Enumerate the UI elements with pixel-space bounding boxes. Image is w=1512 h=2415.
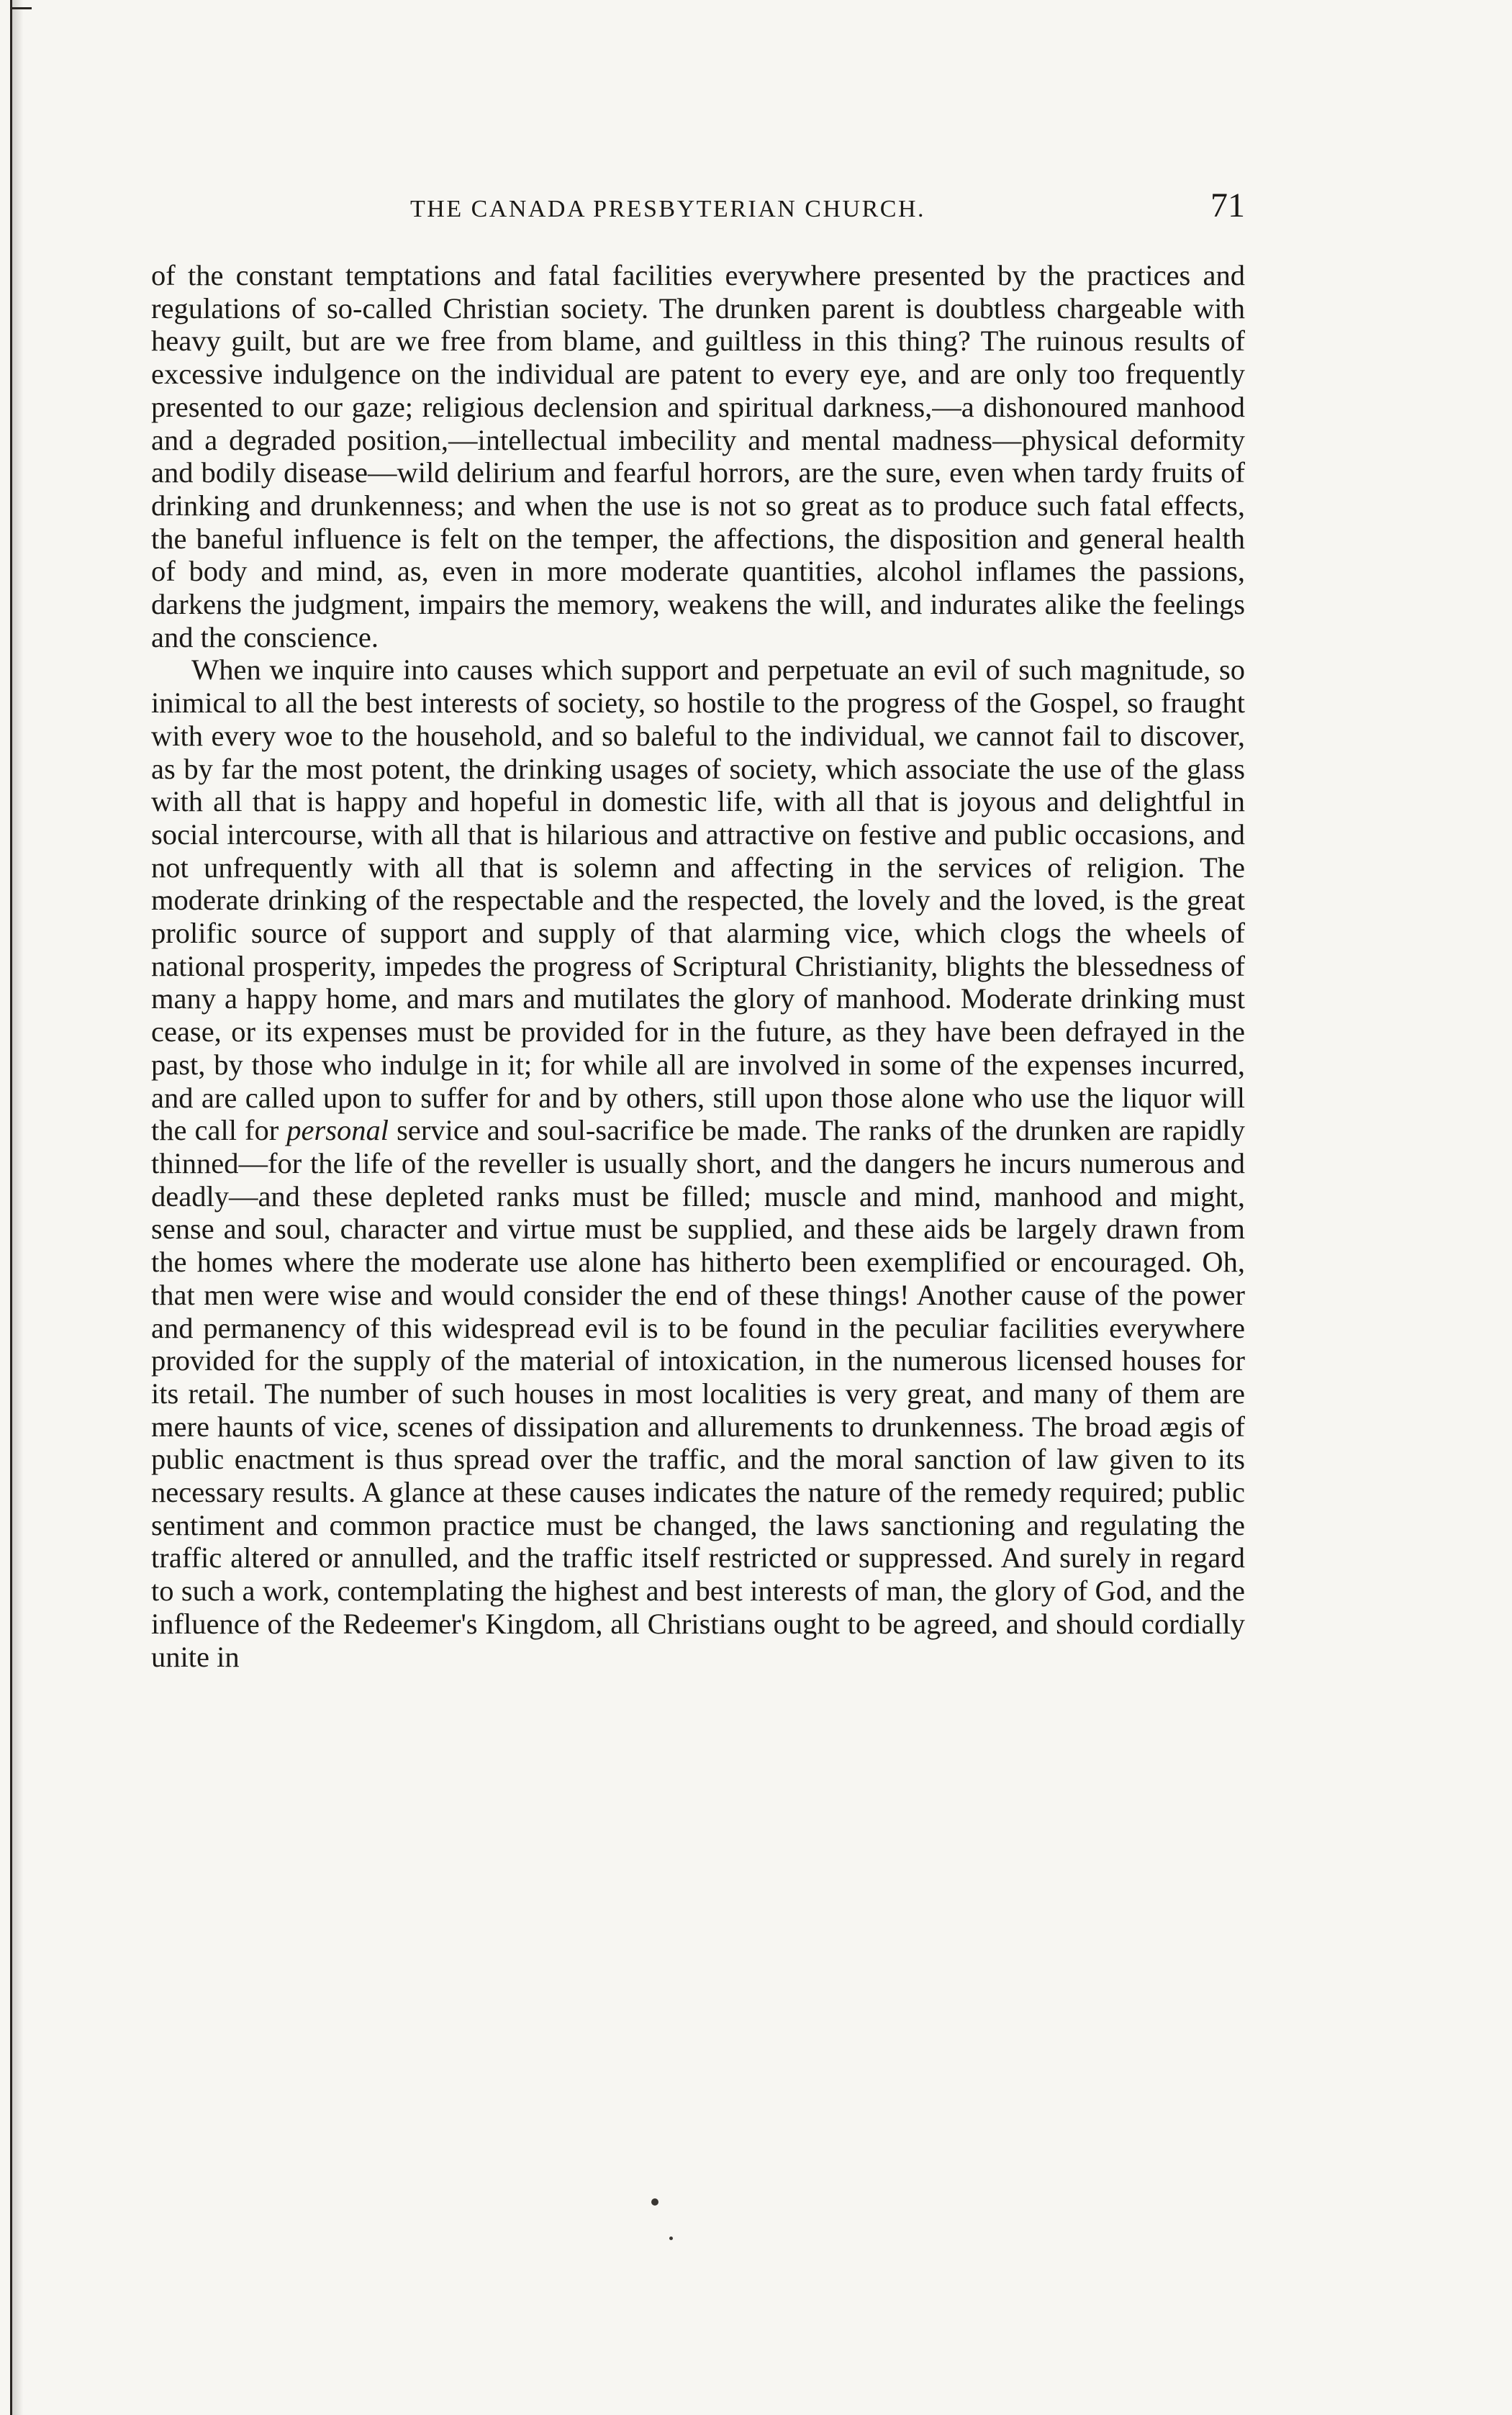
page-binding-edge <box>10 0 28 2415</box>
paragraph-2-text-a: When we inquire into causes which support and perpetuate an evil of such magnitude, so inimical to all the best interests of society, so hostile to the progress of the Gospel, so fraught with every woe to the household, and so baleful to the individual, we cannot fail to discover, as by far the most potent, the drinking usages of society, which associate the use of the glass with all that is happy and hopeful in domestic life, with all that is joyous and delightful in social intercourse, with all that is hilarious and attractive on festive and public occasions, and not unfrequently with all that is solemn and affecting in the services of religion. The moderate drinking of the respectable and the respected, the lovely and the loved, is the great prolific source of support and supply of that alarming vice, which clogs the wheels of national prosperity, impedes the progress of Scriptural Christianity, blights the blessedness of many a happy home, and mars and mutilates the glory of manhood. Moderate drinking must cease, or its expenses must be provided for in the future, as they have been defrayed in the past, by those who indulge in it; for while all are involved in some of the expenses incurred, and are called upon to suffer for and by others, still upon those alone who use the liquor will the call for <box>151 653 1245 1147</box>
ink-mark <box>651 2198 658 2206</box>
binding-corner-rule <box>10 7 32 9</box>
paragraph-2-text-b: service and soul-sacrifice be made. The ranks of the drunken are rapidly thinned—for the life of the reveller is usually short, and the dangers he incurs numerous and deadly—and these depleted ranks must be filled; muscle and mind, manhood and might, sense and soul, character and virtue must be supplied, and these aids be largely drawn from the homes where the moderate use alone has hitherto been exemplified or encouraged. Oh, that men were wise and would consider the end of these things! Another cause of the power and permanency of this widespread evil is to be found in the peculiar facilities everywhere provided for the supply of the material of intoxication, in the numerous licensed houses for its retail. The number of such houses in most localities is very great, and many of them are mere haunts of vice, scenes of dissipation and allurements to drunkenness. The broad ægis of public enactment is thus spread over the traffic, and the moral sanction of law given to its necessary results. A glance at these causes indicates the nature of the remedy required; public sentiment and common practice must be changed, the laws sanctioning and regulating the traffic altered or annulled, and the traffic itself restricted or suppressed. And surely in regard to such a work, contemplating the highest and best interests of man, the glory of God, and the influence of the Redeemer's Kingdom, all Christians ought to be agreed, and should cordially unite in <box>151 1114 1245 1673</box>
paragraph-2-emphasis: personal <box>286 1114 389 1147</box>
page-number: 71 <box>1210 186 1245 225</box>
paragraph-2 <box>151 653 1245 1673</box>
running-title: THE CANADA PRESBYTERIAN CHURCH. <box>410 196 925 222</box>
body-text <box>151 259 1245 1673</box>
paragraph-1: of the constant temptations and fatal facilities everywhere presented by the practices and regulations of so-called Christian society. The drunken parent is doubtless chargeable with heavy guilt, but are we free from blame, and guiltless in this thing? The ruinous results of excessive indulgence on the individual are patent to every eye, and are only too frequently presented to our gaze; religious declension and spiritual darkness,—a dishonoured manhood and a degraded position,—intellectual imbecility and mental madness—physical deformity and bodily disease—wild delirium and fearful horrors, are the sure, even when tardy fruits of drinking and drunkenness; and when the use is not so great as to produce such fatal effects, the baneful influence is felt on the temper, the affections, the disposition and general health of body and mind, as, even in more moderate quantities, alcohol inflames the passions, darkens the judgment, impairs the memory, weakens the will, and indurates alike the feelings and the conscience. <box>151 259 1245 653</box>
page-header <box>151 180 1245 230</box>
ink-dot <box>669 2237 673 2240</box>
